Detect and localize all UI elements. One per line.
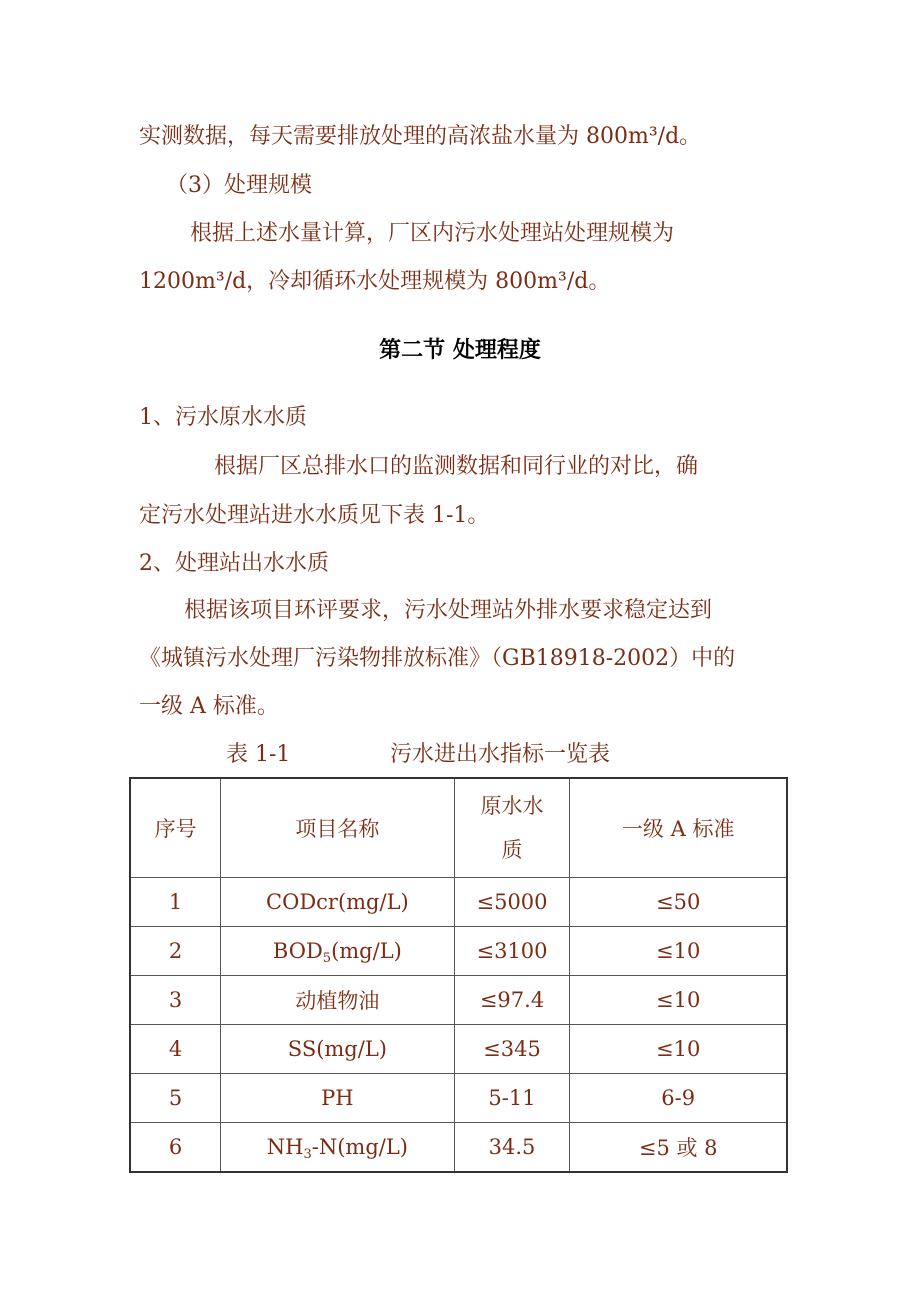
section-title-effluent: 2、处理站出水水质 bbox=[139, 551, 329, 576]
cell-name: SS(mg/L) bbox=[221, 1025, 455, 1074]
paragraph-line: 根据上述水量计算，厂区内污水处理站处理规模为 bbox=[190, 221, 675, 246]
paragraph-line: 《城镇污水处理厂污染物排放标准》（GB18918-2002）中的 bbox=[139, 646, 736, 671]
cell-raw: 34.5 bbox=[454, 1123, 570, 1173]
cell-name: CODcr(mg/L) bbox=[221, 878, 455, 927]
table-header-row bbox=[130, 778, 787, 878]
header-seq: 序号 bbox=[130, 778, 221, 878]
cell-standard: 6-9 bbox=[570, 1074, 787, 1123]
table-row bbox=[130, 1123, 787, 1173]
cell-raw: ≤3100 bbox=[454, 927, 570, 976]
cell-raw: ≤345 bbox=[454, 1025, 570, 1074]
name-pre: NH bbox=[266, 1135, 304, 1159]
cell-standard: ≤10 bbox=[570, 927, 787, 976]
cell-standard: ≤10 bbox=[570, 1025, 787, 1074]
cell-seq: 2 bbox=[130, 927, 221, 976]
name-post: -N(mg/L) bbox=[311, 1135, 408, 1159]
cell-raw: ≤5000 bbox=[454, 878, 570, 927]
table-caption-title: 污水进出水指标一览表 bbox=[390, 742, 611, 767]
section-title-raw-water: 1、污水原水水质 bbox=[139, 405, 307, 430]
header-standard: 一级 A 标准 bbox=[570, 778, 787, 878]
table-row bbox=[130, 1074, 787, 1123]
cell-seq: 4 bbox=[130, 1025, 221, 1074]
header-raw-line2: 质 bbox=[501, 838, 523, 862]
paragraph-line: 根据厂区总排水口的监测数据和同行业的对比，确 bbox=[214, 454, 699, 479]
paragraph-line: 实测数据，每天需要排放处理的高浓盐水量为 800m³/d。 bbox=[139, 124, 702, 149]
name-subscript: 3 bbox=[303, 1147, 312, 1162]
table-row bbox=[130, 976, 787, 1025]
cell-name bbox=[221, 1123, 455, 1173]
paragraph-line: 根据该项目环评要求，污水处理站外排水要求稳定达到 bbox=[184, 598, 713, 623]
water-quality-table bbox=[129, 777, 788, 1173]
name-pre: BOD bbox=[272, 939, 323, 963]
cell-raw: ≤97.4 bbox=[454, 976, 570, 1025]
header-raw-water bbox=[454, 778, 570, 878]
subsection-title-scale: （3）处理规模 bbox=[166, 173, 312, 198]
section-heading: 第二节 处理程度 bbox=[379, 337, 541, 363]
cell-seq: 6 bbox=[130, 1123, 221, 1173]
name-post: (mg/L) bbox=[331, 939, 402, 963]
cell-standard: ≤5 或 8 bbox=[570, 1123, 787, 1173]
table-row bbox=[130, 878, 787, 927]
cell-seq: 1 bbox=[130, 878, 221, 927]
cell-raw: 5-11 bbox=[454, 1074, 570, 1123]
table-row bbox=[130, 927, 787, 976]
cell-name bbox=[221, 927, 455, 976]
table-row bbox=[130, 1025, 787, 1074]
paragraph-line: 1200m³/d，冷却循环水处理规模为 800m³/d。 bbox=[139, 269, 611, 294]
cell-standard: ≤10 bbox=[570, 976, 787, 1025]
paragraph-line: 定污水处理站进水水质见下表 1-1。 bbox=[139, 503, 490, 528]
cell-name: 动植物油 bbox=[221, 976, 455, 1025]
table-caption-number: 表 1-1 bbox=[226, 742, 291, 767]
cell-seq: 3 bbox=[130, 976, 221, 1025]
paragraph-line: 一级 A 标准。 bbox=[139, 694, 279, 719]
header-raw-line1: 原水水 bbox=[480, 794, 544, 818]
name-subscript: 5 bbox=[322, 951, 332, 966]
cell-standard: ≤50 bbox=[570, 878, 787, 927]
header-name: 项目名称 bbox=[221, 778, 455, 878]
cell-seq: 5 bbox=[130, 1074, 221, 1123]
cell-name: PH bbox=[221, 1074, 455, 1123]
